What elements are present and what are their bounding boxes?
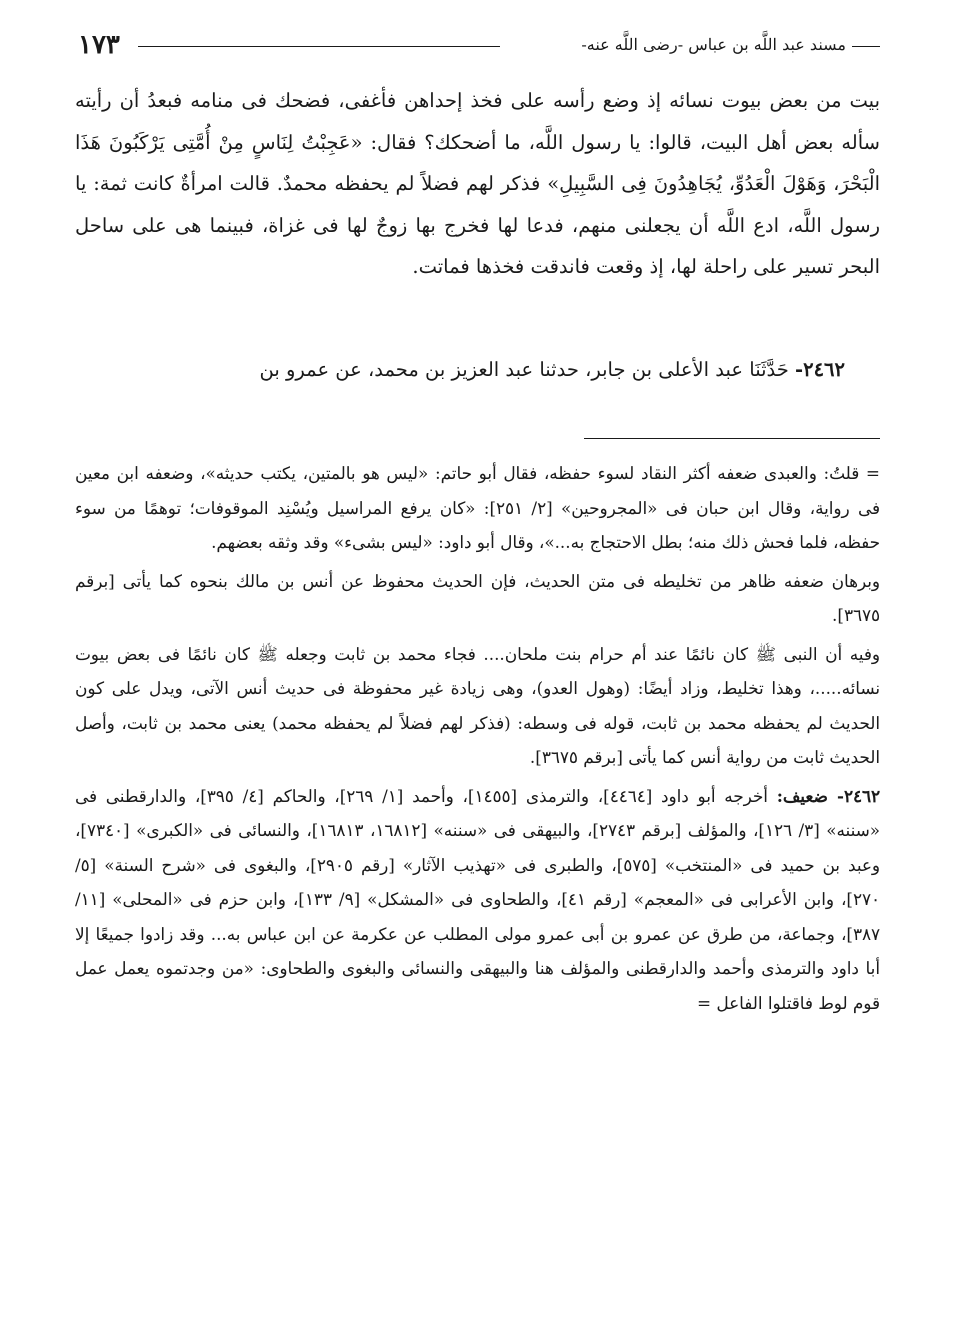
takhrij-label: ٢٤٦٢- ضعيف: <box>776 785 880 806</box>
page-number: ١٧٣ <box>78 30 120 60</box>
main-text <box>75 80 880 288</box>
footnote-separator <box>584 438 880 439</box>
footnotes <box>75 456 880 1024</box>
header-rule <box>138 46 500 47</box>
running-title: مسند عبد اللَّه بن عباس -رضى اللَّه عنه- <box>581 35 846 54</box>
page-header <box>78 28 880 62</box>
footnote-paragraph: وبرهان ضعفه ظاهر من تخليطه فى متن الحديث، فإن الحديث محفوظ عن أنس بن مالك بنحوه كما يأتى [برقم ٣٦٧٥]. <box>75 570 880 625</box>
hadith-number: ٢٤٦٢- <box>795 358 845 381</box>
footnote-paragraph: = قلتُ: والعبدى ضعفه أكثر النقاد لسوء حفظه، فقال أبو حاتم: «ليس هو بالمتين، يكتب حديثه»، وضعفه ابن معين فى رواية، وقال ابن حبان فى «المجروحين» [٢/ ٢٥١]: «كان يرفع المراسيل ويُسْنِد الموقوفات؛ توهمًا من سوء حفظه، فلما فحش ذلك منه؛ بطل الاحتجاج به...»، وقال أبو داود: «ليس بشىء» وقد وثقه بعضهم. <box>75 463 880 552</box>
footnote-paragraph: وفيه أن النبى ﷺ كان نائمًا عند أم حرام بنت ملحان.... فجاء محمد بن ثابت وجعله ﷺ كان نائمًا فى بعض بيوت نسائه.....، وهذا تخليط، وزاد أيضًا: (وهول العدو)، وهى زيادة غير محفوظة فى حديث أنس الآتى، ويدل على كون الحديث لم يحفظه محمد بن ثابت، قوله فى وسطه: (فذكر لهم فضلاً لم يحفظه محمد) يعنى محمد بن ثابت، وأصل الحديث ثابت من رواية أنس كما يأتى [برقم ٣٦٧٥]. <box>75 643 880 767</box>
hadith-2462 <box>75 350 845 390</box>
hadith-isnad: حَدَّثَنَا عبد الأعلى بن جابر، حدثنا عبد العزيز بن محمد، عن عمرو بن <box>259 358 789 381</box>
takhrij-paragraph <box>75 779 880 1021</box>
header-rule-right <box>852 46 880 47</box>
hadith-continuation: بيت من بعض بيوت نسائه إذ وضع رأسه على فخذ إحداهن فأغفى، فضحك فى منامه فبعدُ أن رأيته سأله بعض أهل البيت، قالوا: يا رسول اللَّه، ما أضحكك؟ فقال: «عَجِبْتُ لِنَاسٍ مِنْ أُمَّتِى يَرْكَبُونَ هَذَا الْبَحْرَ، وَهَوْلَ الْعَدُوِّ، يُجَاهِدُونَ فِى السَّبِيلِ» فذكر لهم فضلاً لم يحفظه محمدٌ. قالت امرأةٌ كانت ثمة: يا رسول اللَّه، ادع اللَّه أن يجعلنى منهم، فدعا لها فخرج بها زوجٌ لها فى غزاة، فبينما هى على ساحل البحر تسير على راحلة لها، إذ وقعت فاندقت فخذها فماتت. <box>75 89 880 278</box>
takhrij-text: أخرجه أبو داود [٤٤٦٤]، والترمذى [١٤٥٥]، وأحمد [١/ ٢٦٩]، والحاكم [٤/ ٣٩٥]، والدارقطنى فى «سننه» [٣/ ١٢٦]، والمؤلف [برقم ٢٧٤٣]، والبيهقى فى «سننه» [١٦٨١٢، ١٦٨١٣]، والنسائى فى «الكبرى» [٧٣٤٠]، وعبد بن حميد فى «المنتخب» [٥٧٥]، والطبرى فى «تهذيب الآثار» [رقم ٢٩٠٥]، والبغوى فى «شرح السنة» [٥/ ٢٧٠]، وابن الأعرابى فى «المعجم» [رقم ٤١]، والطحاوى فى «المشكل» [٩/ ١٣٣]، وابن حزم فى «المحلى» [١١/ ٣٨٧]، وجماعة، من طرق عن عمرو بن أبى عمرو مولى المطلب عن عكرمة عن ابن عباس به... وقد زادوا جميعًا إلا أبا داود والترمذى وأحمد والدارقطنى والمؤلف هنا والبيهقى والنسائى والبغوى والطحاوى: «من وجدتموه يعمل عمل قوم لوط فاقتلوا الفاعل = <box>75 785 881 1013</box>
